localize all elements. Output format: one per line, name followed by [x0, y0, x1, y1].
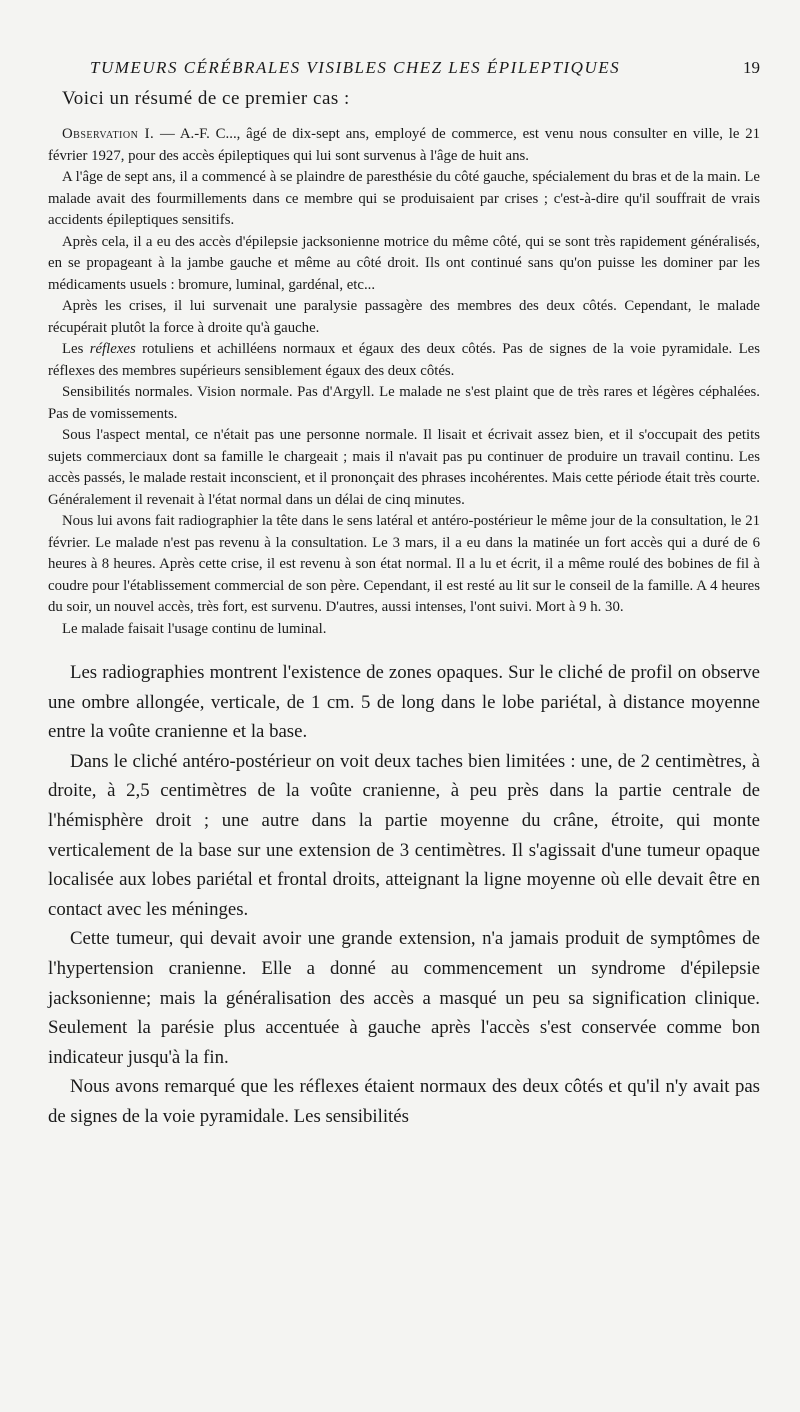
- observation-block: [48, 124, 760, 640]
- observation-paragraph: Sensibilités normales. Vision normale. Pas d'Argyll. Le malade ne s'est plaint que de très rares et légères céphalées. Pas de vomissements.: [48, 384, 760, 422]
- observation-label: Observation I.: [62, 126, 155, 142]
- observation-paragraph: Sous l'aspect mental, ce n'était pas une personne normale. Il lisait et écrivait assez bien, et il s'occupait des petits sujets commerciaux dont sa famille le chargeait ; mais il n'avait pas pu continuer de produire un travail continu. Les accès passés, le malade restait inconscient, et il prononçait des phrases incohérentes. Mais cette période était très courte. Généralement il revenait à l'état normal dans un délai de cinq minutes.: [48, 427, 760, 508]
- observation-paragraph: Le malade faisait l'usage continu de luminal.: [62, 620, 327, 637]
- observation-paragraph: Après cela, il a eu des accès d'épilepsie jacksonienne motrice du même côté, qui se sont très rapidement généralisés, en se propageant à la jambe gauche et même au côté droit. Ils ont continué sans qu'on puisse les dominer par les médicaments usuels : bromure, luminal, gardénal, etc...: [48, 233, 760, 293]
- body-paragraph: Nous avons remarqué que les réflexes étaient normaux des deux côtés et qu'il n'y avait pas de signes de la voie pyramidale. Les sensibilités: [48, 1076, 760, 1127]
- observation-paragraph: Observation I. — A.-F. C..., âgé de dix-sept ans, employé de commerce, est venu nous consulter en ville, le 21 février 1927, pour des accès épileptiques qui lui sont survenus à l'âge de huit ans.: [48, 126, 760, 164]
- italic-term: réflexes: [89, 341, 136, 357]
- observation-paragraph: Les réflexes rotuliens et achilléens normaux et égaux des deux côtés. Pas de signes de la voie pyramidale. Les réflexes des membres supérieurs sensiblement égaux des deux côtés.: [48, 341, 760, 379]
- page: [48, 58, 760, 1132]
- body-paragraph: Dans le cliché antéro-postérieur on voit deux taches bien limitées : une, de 2 centimètres, à droite, à 2,5 centimètres de la voûte cranienne, à peu près dans la partie centrale de l'hémisphère droit ; une autre dans la partie moyenne du crâne, étroite, qui monte verticalement de la base sur une extension de 3 centimètres. Il s'agissait d'une tumeur opaque localisée aux lobes pariétal et frontal droits, atteignant la ligne moyenne où elle devait être en contact avec les méninges.: [48, 750, 760, 920]
- page-number: 19: [743, 58, 760, 77]
- observation-paragraph: A l'âge de sept ans, il a commencé à se plaindre de paresthésie du côté gauche, spécialement du bras et de la main. Le malade avait des fourmillements dans ce membre qui se produisaient par crises ; c'est-à-dire qu'il souffrait de vrais accidents épileptiques sensitifs.: [48, 169, 760, 228]
- running-header: [90, 58, 760, 78]
- observation-paragraph: Après les crises, il lui survenait une paralysie passagère des membres des deux côtés. Cependant, le malade récupérait plutôt la force à droite qu'à gauche.: [48, 298, 760, 336]
- intro-line: Voici un résumé de ce premier cas :: [62, 88, 350, 109]
- running-title: TUMEURS CÉRÉBRALES VISIBLES CHEZ LES ÉPILEPTIQUES: [90, 58, 621, 77]
- body-text: [48, 658, 760, 1132]
- observation-paragraph: Nous lui avons fait radiographier la tête dans le sens latéral et antéro-postérieur le même jour de la consultation, le 21 février. Le malade n'est pas revenu à la consultation. Le 3 mars, il a eu dans la matinée un fort accès qui a duré de 6 heures à 8 heures. Après cette crise, il est revenu à son état normal. Il a lu et écrit, il a même roulé des bobines de fil à coudre pour l'établissement commercial de son père. Cependant, il est resté au lit sur le conseil de la famille. A 4 heures du soir, un nouvel accès, très fort, est survenu. D'autres, aussi intenses, l'ont suivi. Mort à 9 h. 30.: [48, 513, 760, 615]
- body-paragraph: Les radiographies montrent l'existence de zones opaques. Sur le cliché de profil on observe une ombre allongée, verticale, de 1 cm. 5 de long dans le lobe pariétal, à distance moyenne entre la voûte cranienne et la base.: [48, 662, 760, 743]
- body-paragraph: Cette tumeur, qui devait avoir une grande extension, n'a jamais produit de symptômes de l'hypertension cranienne. Elle a donné au commencement un syndrome d'épilepsie jacksonienne; mais la généralisation des accès a masqué un peu sa signification clinique. Seulement la parésie plus accentuée à gauche après l'accès s'est conservée comme bon indicateur jusqu'à la fin.: [48, 928, 760, 1068]
